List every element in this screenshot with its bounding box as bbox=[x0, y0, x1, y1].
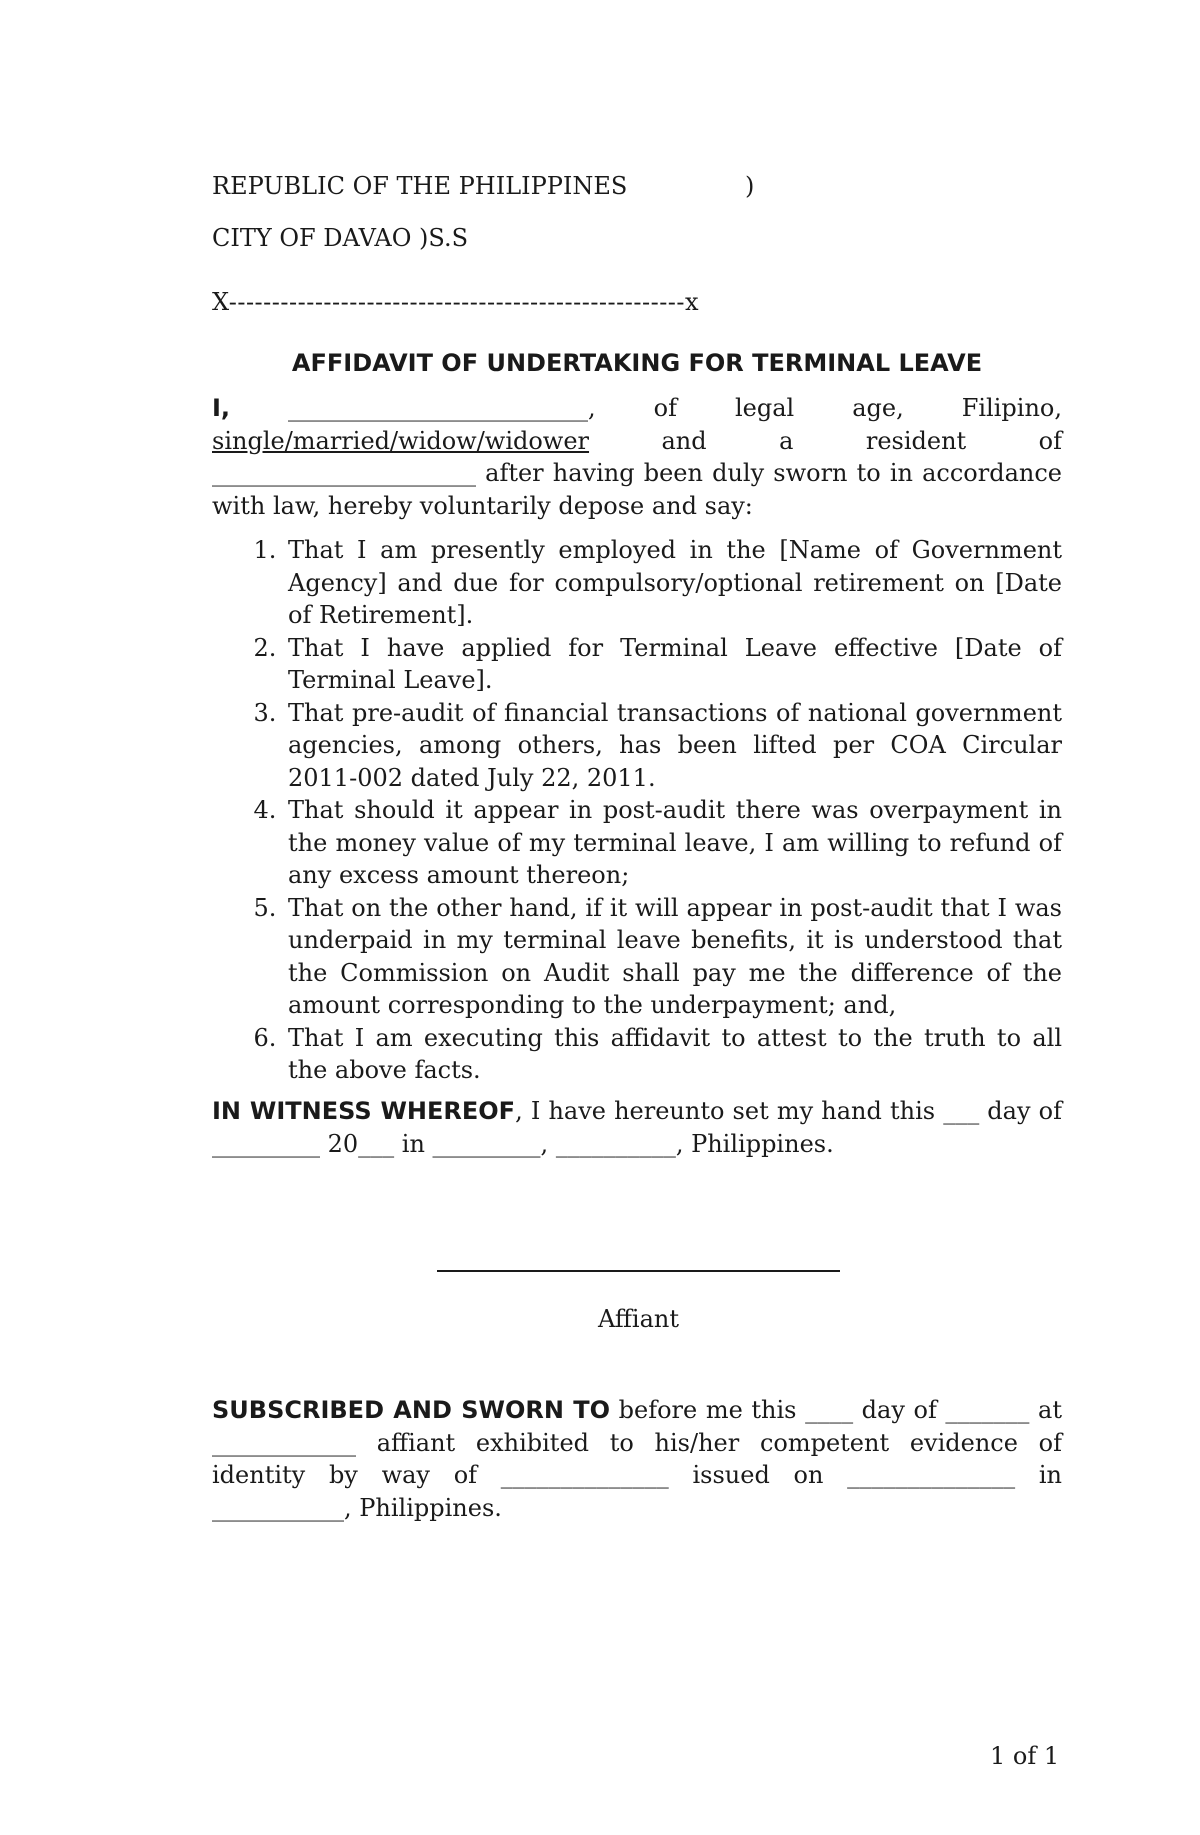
list-item: 4. That should it appear in post-audit there was overpayment in the money value of my terminal leave, I am willing to refund of any excess amount thereon; bbox=[284, 794, 1062, 892]
intro-after-status: and a resident of bbox=[589, 426, 1062, 455]
venue-city: CITY OF DAVAO )S.S bbox=[212, 224, 469, 252]
venue-republic: REPUBLIC OF THE PHILIPPINES bbox=[212, 172, 628, 200]
separator-line: X-----------------------------------------------------x bbox=[212, 288, 700, 316]
intro-paragraph bbox=[212, 392, 1062, 522]
list-item: 6. That I am executing this affidavit to attest to the truth to all the above facts. bbox=[284, 1022, 1062, 1087]
intro-after-name: , of legal age, Filipino, bbox=[588, 394, 1062, 422]
document-title: AFFIDAVIT OF UNDERTAKING FOR TERMINAL LEAVE bbox=[291, 349, 983, 377]
civil-status-options: single/married/widow/widower bbox=[212, 426, 590, 455]
name-blank: _________________________ bbox=[288, 394, 589, 422]
undertaking-list bbox=[212, 534, 1062, 1087]
list-item: 2. That I have applied for Terminal Leave effective [Date of Terminal Leave]. bbox=[284, 632, 1062, 697]
page-number: 1 of 1 bbox=[990, 1742, 1060, 1770]
list-item: 3. That pre-audit of financial transactions of national government agencies, among others, has been lifted per COA Circular 2011-002 dated July 22, 2011. bbox=[284, 697, 1062, 795]
jurat-label: SUBSCRIBED AND SWORN TO bbox=[212, 1396, 611, 1424]
list-item: 1. That I am presently employed in the [Name of Government Agency] and due for compulsory/optional retirement on [Date of Retirement]. bbox=[284, 534, 1062, 632]
list-item: 5. That on the other hand, if it will appear in post-audit that I was underpaid in my terminal leave benefits, it is understood that the Commission on Audit shall pay me the difference of the amount corresponding to the underpayment; and, bbox=[284, 892, 1062, 1022]
jurat-paragraph bbox=[212, 1394, 1062, 1524]
venue-paren: ) bbox=[745, 172, 755, 200]
intro-lead: I, bbox=[212, 394, 231, 422]
witness-text: , I have hereunto set my hand this ___ day of _________ 20___ in _________, __________, Philippines. bbox=[212, 1097, 1062, 1158]
signature-line bbox=[437, 1270, 840, 1272]
jurat-text: before me this ____ day of _______ at ____________ affiant exhibited to his/her competent evidence of identity by way of ______________ issued on ______________ in ___________, Philippines. bbox=[212, 1396, 1062, 1522]
affiant-label: Affiant bbox=[597, 1305, 680, 1333]
witness-paragraph bbox=[212, 1095, 1062, 1160]
witness-label: IN WITNESS WHEREOF bbox=[212, 1097, 516, 1125]
address-blank: ______________________ bbox=[212, 459, 476, 487]
intro-rest: after having been duly sworn to in accordance with law, hereby voluntarily depose and say: bbox=[212, 459, 1062, 520]
